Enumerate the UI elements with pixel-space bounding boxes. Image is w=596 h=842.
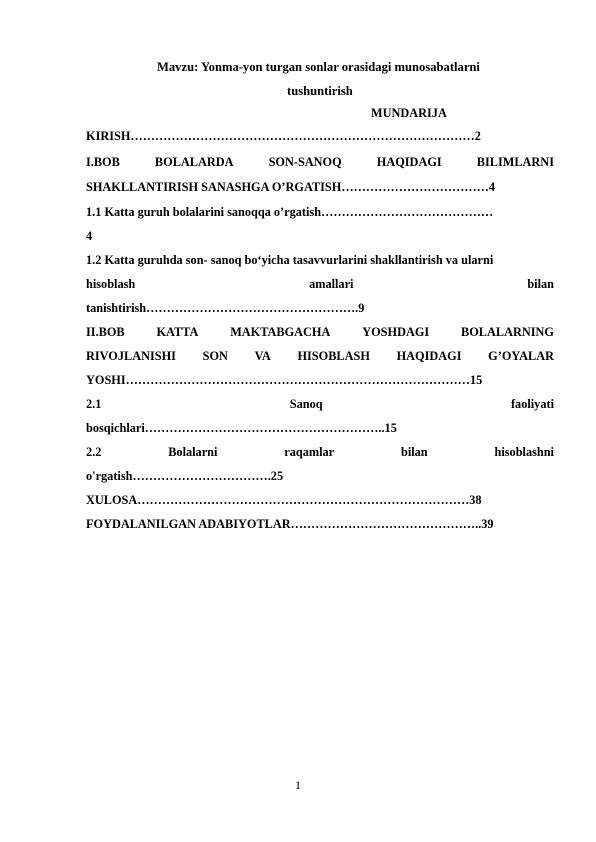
toc-word: KATTA — [156, 325, 199, 339]
toc-word: raqamlar — [284, 445, 335, 459]
toc-word: 2.1 — [86, 397, 102, 411]
toc-entry-section-2-2-line2: o'rgatish…………………………….25 — [86, 469, 284, 483]
toc-word: amallari — [309, 277, 354, 291]
toc-word: bilan — [527, 277, 554, 291]
toc-entry-chapter2-line2 — [86, 348, 554, 364]
toc-word: SON — [202, 349, 228, 363]
toc-word: G’OYALAR — [488, 349, 554, 363]
toc-entry-section-1-1-page: 4 — [86, 229, 93, 243]
toc-entry-section-1-2-line3: tanishtirish…………………………………………….9 — [86, 301, 365, 315]
toc-word: bilan — [400, 445, 428, 459]
toc-entry-foydalanilgan-adabiyotlar: FOYDALANILGAN ADABIYOTLAR………………………………………..39 — [86, 517, 494, 531]
toc-entry-kirish: KIRISH…………………………………………………………………………2 — [86, 129, 481, 143]
toc-word: 2.2 — [86, 445, 102, 459]
toc-entry-section-1-1-line1: 1.1 Katta guruh bolalarini sanoqqa o’rgatish…………………………………… — [86, 205, 494, 219]
toc-entry-chapter2-line3: YOSHI…………………………………………………………………………15 — [86, 373, 483, 387]
topic-title-line2: tushuntirish — [287, 84, 353, 98]
toc-word: Sanoq — [289, 397, 323, 411]
toc-word: hisoblashni — [494, 445, 554, 459]
toc-entry-section-2-1-line1 — [86, 396, 554, 412]
toc-word: HAQIDAGI — [376, 155, 442, 169]
toc-word: Bolalarni — [168, 445, 218, 459]
topic-title-line1: Mavzu: Yonma-yon turgan sonlar orasidagi munosabatlarni — [157, 60, 480, 74]
toc-word: RIVOJLANISHI — [86, 349, 176, 363]
toc-word: BILIMLARNI — [476, 155, 554, 169]
page-number: 1 — [295, 778, 301, 792]
contents-heading: MUNDARIJA — [371, 106, 447, 120]
toc-entry-section-2-2-line1 — [86, 444, 554, 460]
toc-word: hisoblash — [86, 277, 136, 291]
toc-entry-chapter1-line1 — [86, 154, 554, 170]
toc-word: BOLALARNING — [461, 325, 554, 339]
toc-word: SON-SANOQ — [268, 155, 342, 169]
toc-word: faoliyati — [510, 397, 554, 411]
toc-entry-xulosa: XULOSA………………………………………………………………………38 — [86, 493, 482, 507]
toc-word: II.BOB — [86, 325, 125, 339]
toc-word: I.BOB — [86, 155, 120, 169]
toc-word: BOLALARDA — [154, 155, 234, 169]
toc-entry-chapter1-line2: SHAKLLANTIRISH SANASHGA O’RGATISH………………………………4 — [86, 180, 496, 194]
toc-word: HISOBLASH — [297, 349, 370, 363]
toc-entry-section-2-1-line2: bosqichlari…………………………………………………..15 — [86, 421, 397, 435]
toc-word: HAQIDAGI — [396, 349, 462, 363]
toc-word: VA — [254, 349, 271, 363]
toc-entry-chapter2-line1 — [86, 324, 554, 340]
toc-entry-section-1-2-line1: 1.2 Katta guruhda son- sanoq bo‘yicha tasavvurlarini shakllantirish va ularni — [86, 253, 494, 267]
toc-word: MAKTABGACHA — [230, 325, 331, 339]
toc-word: YOSHDAGI — [362, 325, 430, 339]
toc-entry-section-1-2-line2 — [86, 276, 554, 292]
